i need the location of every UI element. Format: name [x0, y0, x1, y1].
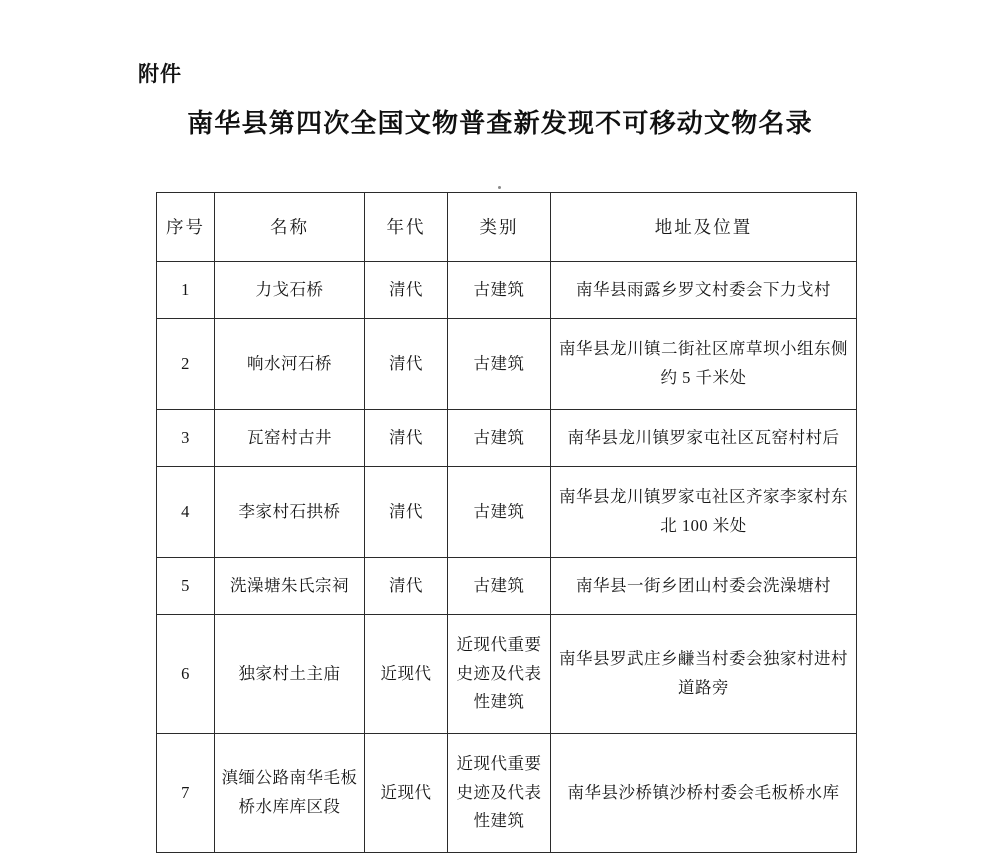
column-header-category: 类别	[448, 193, 551, 262]
cell-category: 古建筑	[448, 467, 551, 558]
cell-number: 3	[157, 410, 215, 467]
column-header-name: 名称	[215, 193, 365, 262]
cell-address: 南华县一街乡团山村委会洗澡塘村	[551, 558, 857, 615]
cell-name: 洗澡塘朱氏宗祠	[215, 558, 365, 615]
cell-era: 清代	[365, 467, 448, 558]
cell-era: 清代	[365, 558, 448, 615]
cell-name: 瓦窑村古井	[215, 410, 365, 467]
table-row	[157, 467, 857, 558]
cell-name: 李家村石拱桥	[215, 467, 365, 558]
cell-number: 6	[157, 615, 215, 734]
cell-name: 独家村土主庙	[215, 615, 365, 734]
cell-address: 南华县雨露乡罗文村委会下力戈村	[551, 262, 857, 319]
cell-category: 近现代重要史迹及代表性建筑	[448, 615, 551, 734]
cell-category: 近现代重要史迹及代表性建筑	[448, 734, 551, 853]
page-title: 南华县第四次全国文物普查新发现不可移动文物名录	[187, 109, 813, 138]
cell-era: 清代	[365, 262, 448, 319]
column-header-era: 年代	[365, 193, 448, 262]
table-row	[157, 615, 857, 734]
cell-era: 清代	[365, 319, 448, 410]
cell-address: 南华县罗武庄乡鹻当村委会独家村进村道路旁	[551, 615, 857, 734]
heritage-table	[156, 192, 857, 853]
table-row	[157, 319, 857, 410]
cell-number: 2	[157, 319, 215, 410]
cell-name: 滇缅公路南华毛板桥水库库区段	[215, 734, 365, 853]
cell-category: 古建筑	[448, 558, 551, 615]
cell-number: 1	[157, 262, 215, 319]
cell-era: 清代	[365, 410, 448, 467]
table-header	[157, 193, 857, 262]
table-row	[157, 410, 857, 467]
table-body	[157, 262, 857, 853]
cell-address: 南华县沙桥镇沙桥村委会毛板桥水库	[551, 734, 857, 853]
cell-address: 南华县龙川镇罗家屯社区齐家李家村东北 100 米处	[551, 467, 857, 558]
cell-category: 古建筑	[448, 319, 551, 410]
attachment-label: 附件	[138, 62, 182, 86]
column-header-number: 序号	[157, 193, 215, 262]
column-header-address: 地址及位置	[551, 193, 857, 262]
paper-speck	[498, 186, 501, 189]
table-header-row	[157, 193, 857, 262]
cell-number: 4	[157, 467, 215, 558]
cell-category: 古建筑	[448, 262, 551, 319]
cell-category: 古建筑	[448, 410, 551, 467]
table-row	[157, 734, 857, 853]
table-row	[157, 558, 857, 615]
cell-number: 5	[157, 558, 215, 615]
table-row	[157, 262, 857, 319]
cell-address: 南华县龙川镇二街社区席草坝小组东侧约 5 千米处	[551, 319, 857, 410]
cell-address: 南华县龙川镇罗家屯社区瓦窑村村后	[551, 410, 857, 467]
cell-era: 近现代	[365, 734, 448, 853]
cell-era: 近现代	[365, 615, 448, 734]
cell-name: 力戈石桥	[215, 262, 365, 319]
heritage-table-wrapper	[156, 192, 856, 853]
cell-name: 响水河石桥	[215, 319, 365, 410]
cell-number: 7	[157, 734, 215, 853]
